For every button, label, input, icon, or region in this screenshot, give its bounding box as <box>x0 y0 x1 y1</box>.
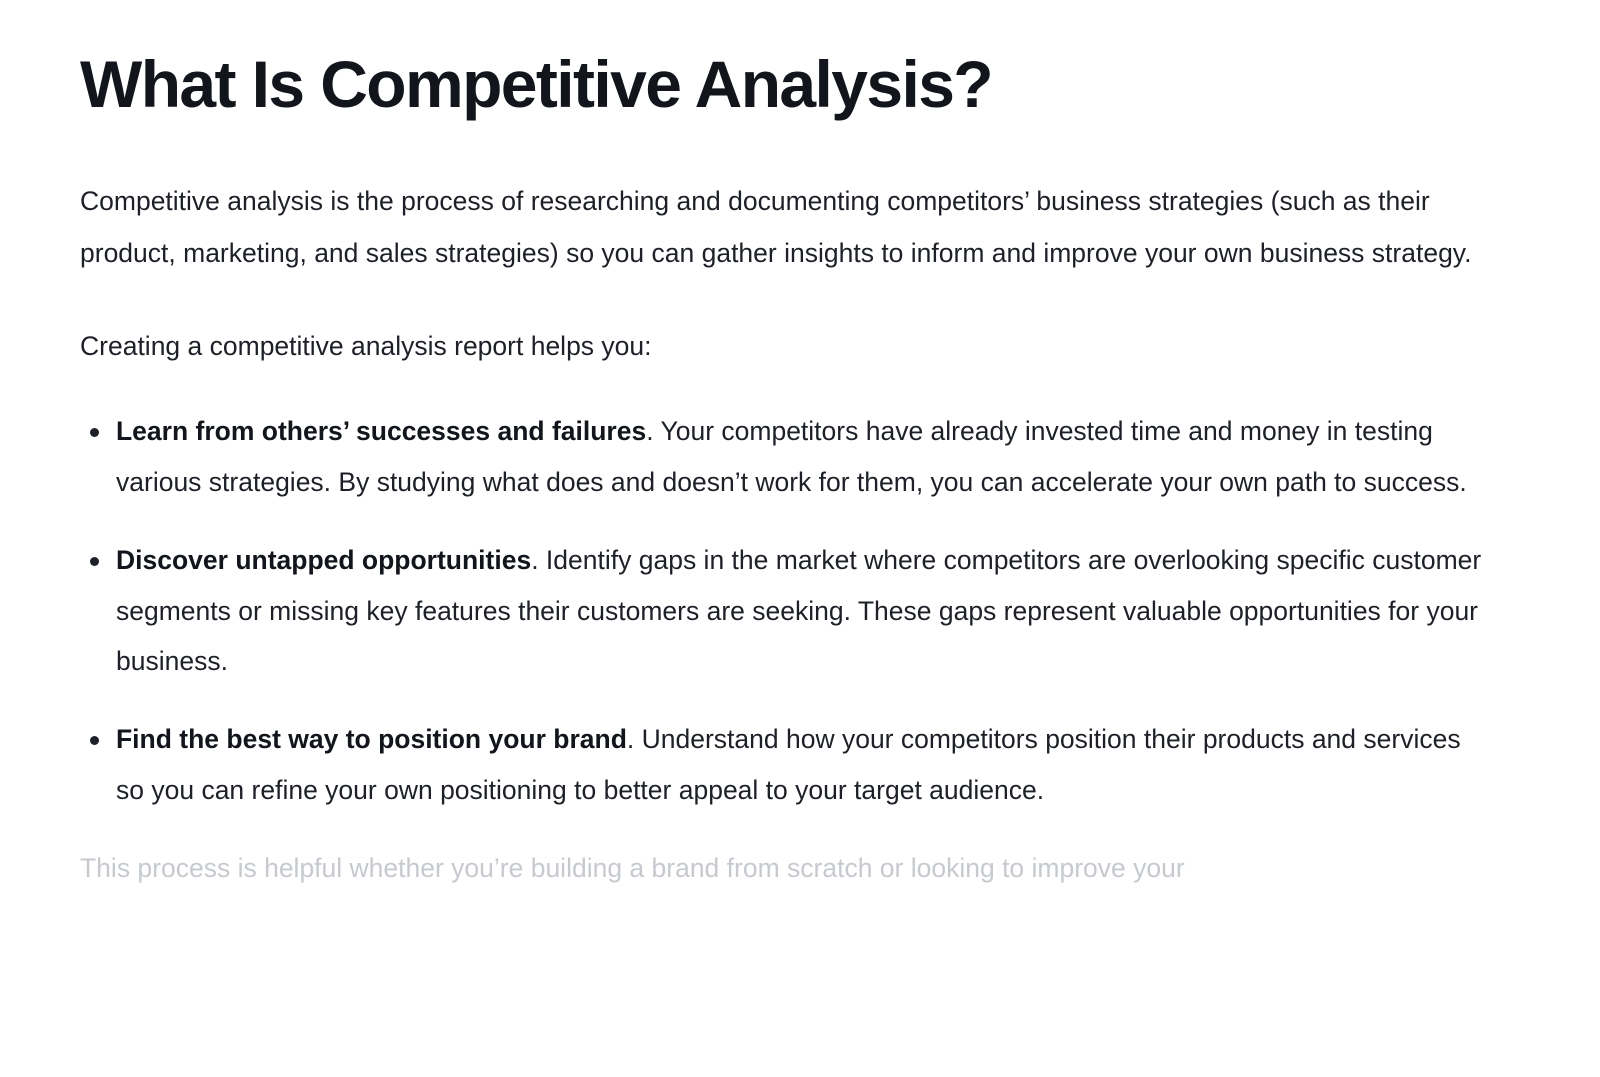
list-lead-in-paragraph: Creating a competitive analysis report helps you: <box>80 331 652 362</box>
list-item-term: Learn from others’ successes and failures <box>116 415 647 446</box>
list-item-description: . Understand how your competitors position their products and services so you can refine your own positioning to better appeal to your target audience. <box>116 724 1461 806</box>
intro-paragraph: Competitive analysis is the process of researching and documenting competitors’ business strategies (such as their product, marketing, and sales strategies) so you can gather insights to inform and improve your own business strategy. <box>80 185 1472 268</box>
list-item-term: Discover untapped opportunities <box>116 544 532 575</box>
list-item <box>80 714 1490 816</box>
closing-paragraph: This process is helpful whether you’re building a brand from scratch or looking to improve your <box>80 853 1185 884</box>
list-item-description: . Identify gaps in the market where competitors are overlooking specific customer segments or missing key features their customers are seeking. These gaps represent valuable opportunities for your business. <box>116 544 1482 677</box>
list-item-term: Find the best way to position your brand <box>116 724 627 755</box>
benefits-list <box>80 406 1490 816</box>
list-item <box>80 535 1490 688</box>
page-title: What Is Competitive Analysis? <box>80 47 993 121</box>
list-item-description: . Your competitors have already invested time and money in testing various strategies. By studying what does and doesn’t work for them, you can accelerate your own path to success. <box>116 415 1467 497</box>
list-item <box>80 406 1490 508</box>
